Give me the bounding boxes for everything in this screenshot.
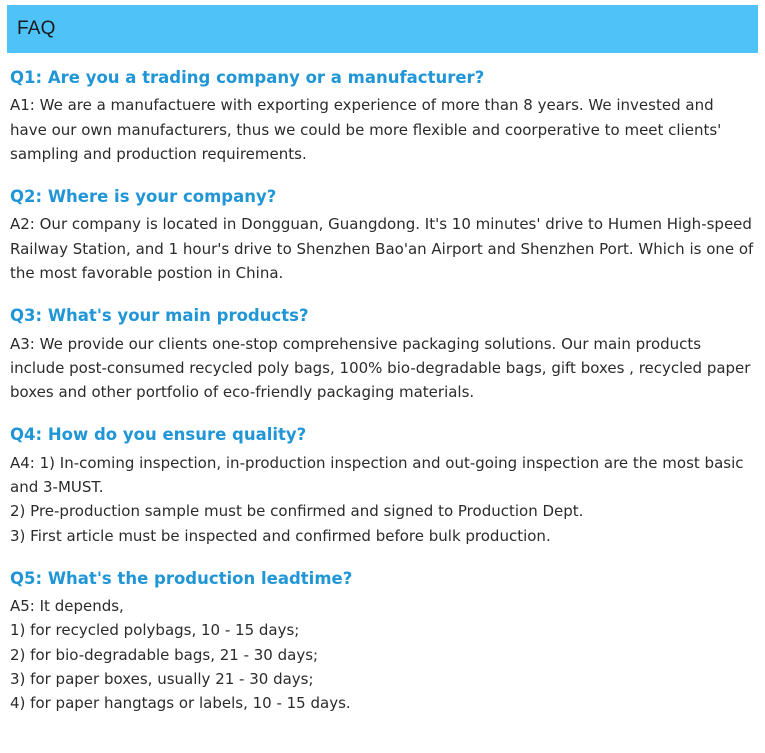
faq-question: Q4: How do you ensure quality? — [10, 425, 307, 445]
faq-item — [10, 424, 755, 547]
page-title: FAQ — [17, 18, 56, 39]
faq-question: Q5: What's the production leadtime? — [10, 568, 353, 588]
faq-question: Q2: Where is your company? — [10, 187, 277, 207]
faq-item — [10, 568, 755, 716]
faq-page — [0, 5, 765, 716]
faq-question: Q3: What's your main products? — [10, 306, 309, 326]
faq-answer-line: 3) for paper boxes, usually 21 - 30 days; — [10, 670, 314, 689]
faq-item — [10, 67, 755, 166]
faq-answer-line: 1) for recycled polybags, 10 - 15 days; — [10, 621, 300, 640]
faq-answer — [10, 594, 755, 715]
faq-answer — [10, 451, 755, 548]
faq-item — [10, 186, 755, 285]
faq-answer — [10, 93, 755, 166]
faq-answer-line: 3) First article must be inspected and confirmed before bulk production. — [10, 526, 551, 545]
faq-answer-line: 2) for bio-degradable bags, 21 - 30 days; — [10, 645, 319, 664]
faq-answer-line: A5: It depends, — [10, 597, 124, 616]
faq-answer-line: A1: We are a manufactuere with exporting experience of more than 8 years. We invested and have our own manufacturers, thus we could be more flexible and coorperative to meet clients' sampling and production requirements. — [10, 96, 722, 163]
faq-answer-line: 4) for paper hangtags or labels, 10 - 15 days. — [10, 694, 351, 713]
faq-question: Q1: Are you a trading company or a manufacturer? — [10, 68, 485, 87]
faq-answer — [10, 332, 755, 405]
faq-answer-line: A4: 1) In-coming inspection, in-production inspection and out-going inspection are the most basic and 3-MUST. — [10, 453, 744, 497]
faq-list — [0, 53, 765, 716]
faq-answer — [10, 212, 755, 285]
faq-header-bar — [7, 5, 758, 53]
faq-answer-line: A2: Our company is located in Dongguan, Guangdong. It's 10 minutes' drive to Humen High-speed Railway Station, and 1 hour's drive to Shenzhen Bao'an Airport and Shenzhen Port. Which is one of the most favorable postion in China. — [10, 215, 754, 283]
faq-answer-line: A3: We provide our clients one-stop comprehensive packaging solutions. Our main products include post-consumed recycled poly bags, 100% bio-degradable bags, gift boxes , recycled paper boxes and other portfolio of eco-friendly packaging materials. — [10, 334, 751, 402]
faq-item — [10, 305, 755, 404]
faq-answer-line: 2) Pre-production sample must be confirmed and signed to Production Dept. — [10, 502, 584, 521]
